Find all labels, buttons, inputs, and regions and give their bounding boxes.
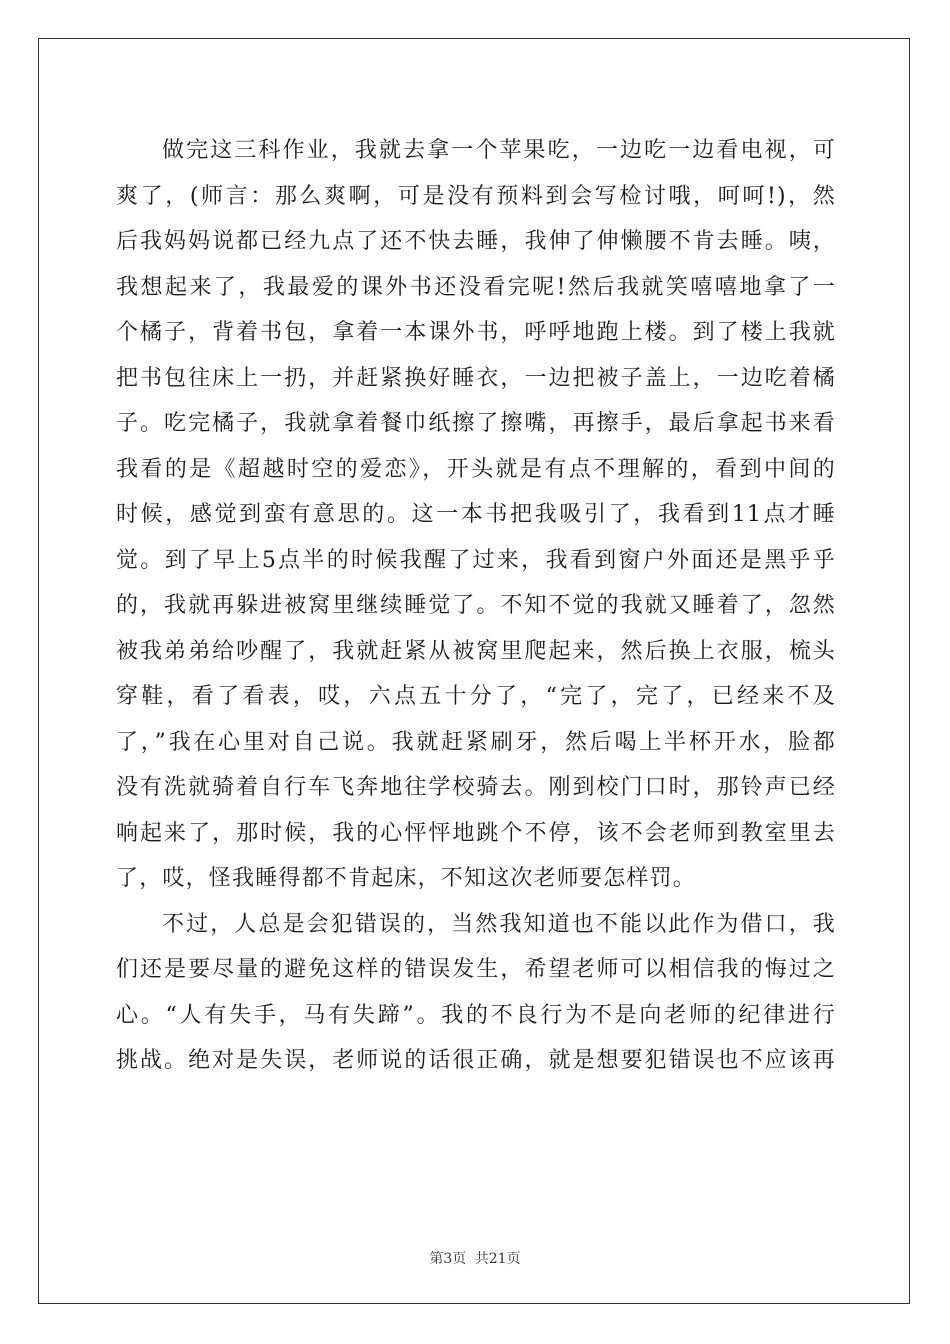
paragraph-1-line: 个橘子，背着书包，拿着一本课外书，呼呼地跑上楼。到了楼上我就 xyxy=(116,320,836,345)
paragraph-1-line: 了，哎，怪我睡得都不肯起床，不知这次老师要怎样罚。 xyxy=(116,866,697,891)
paragraph-1-line: 响起来了，那时候，我的心怦怦地跳个不停，该不会老师到教室里去 xyxy=(116,820,836,846)
paragraph-1-line: 我想起来了，我最爱的课外书还没看完呢!然后我就笑嘻嘻地拿了一 xyxy=(116,274,836,300)
paragraph-1-line: 把书包往床上一扔，并赶紧换好睡衣，一边把被子盖上，一边吃着橘 xyxy=(116,365,836,391)
paragraph-1-line: 没有洗就骑着自行车飞奔地往学校骑去。刚到校门口时，那铃声已经 xyxy=(116,775,836,800)
document-body xyxy=(116,128,836,1084)
page-footer xyxy=(0,1248,950,1268)
paragraph-1-line: 我看的是《超越时空的爱恋》，开头就是有点不理解的，看到中间的 xyxy=(116,456,836,482)
paragraph-1-line: 做完这三科作业，我就去拿一个苹果吃，一边吃一边看电视，可 xyxy=(162,138,836,163)
paragraph-2-line: 不过，人总是会犯错误的，当然我知道也不能以此作为借口，我 xyxy=(162,911,836,937)
page-number: 第3页 xyxy=(429,1251,467,1267)
paragraph-1-line: 穿鞋，看了看表，哎，六点五十分了，“完了，完了，已经来不及 xyxy=(116,684,836,709)
paragraph-1-line: 爽了，(师言：那么爽啊，可是没有预料到会写检讨哦，呵呵!)，然 xyxy=(116,183,836,209)
paragraph-2-line: 们还是要尽量的避免这样的错误发生，希望老师可以相信我的悔过之 xyxy=(116,957,836,982)
paragraph-2-line: 挑战。绝对是失误，老师说的话很正确，就是想要犯错误也不应该再 xyxy=(116,1048,836,1073)
page-total: 共21页 xyxy=(474,1251,521,1267)
paragraph-1-line: 的，我就再躲进被窝里继续睡觉了。不知不觉的我就又睡着了，忽然 xyxy=(116,593,836,618)
paragraph-1-line: 后我妈妈说都已经九点了还不快去睡，我伸了伸懒腰不肯去睡。咦， xyxy=(116,229,836,254)
paragraph-1-line: 被我弟弟给吵醒了，我就赶紧从被窝里爬起来，然后换上衣服，梳头 xyxy=(116,638,836,664)
paragraph-1-line: 觉。到了早上5点半的时候我醒了过来，我看到窗户外面还是黑乎乎 xyxy=(116,547,836,573)
paragraph-1-line: 时候，感觉到蛮有意思的。这一本书把我吸引了，我看到11点才睡 xyxy=(116,502,836,527)
paragraph-2-line: 心。“人有失手，马有失蹄”。我的不良行为不是向老师的纪律进行 xyxy=(116,1002,836,1028)
paragraph-1-line: 了，”我在心里对自己说。我就赶紧刷牙，然后喝上半杯开水，脸都 xyxy=(116,729,836,755)
paragraph-1-line: 子。吃完橘子，我就拿着餐巾纸擦了擦嘴，再擦手，最后拿起书来看 xyxy=(116,411,836,436)
